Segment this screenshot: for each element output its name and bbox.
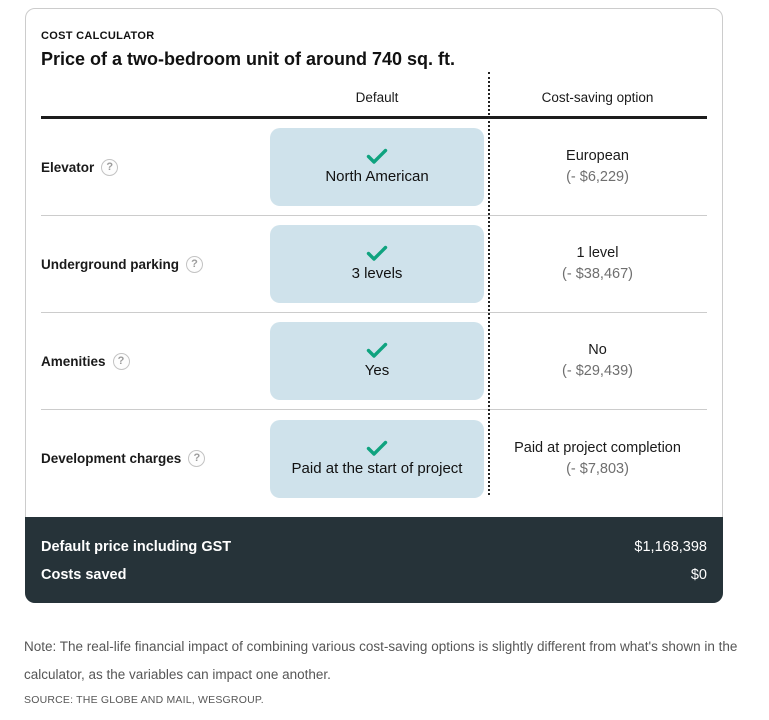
column-header-empty [41, 88, 266, 107]
summary-label: Costs saved [41, 567, 127, 583]
source-text: SOURCE: THE GLOBE AND MAIL, WESGROUP. [24, 694, 264, 706]
section-kicker: COST CALCULATOR [41, 30, 155, 42]
check-icon [365, 440, 389, 457]
column-header-cost-saving: Cost-saving option [541, 90, 654, 105]
row-label-cell [41, 256, 266, 273]
cost-saving-option-button[interactable] [488, 340, 707, 382]
card-header [26, 9, 722, 72]
table-row-development-charges [41, 410, 707, 507]
summary-bar [25, 517, 723, 603]
check-icon [365, 148, 389, 165]
cost-option-label: Paid at project completion [514, 439, 681, 456]
check-icon [365, 342, 389, 359]
summary-value: $1,168,398 [634, 539, 707, 555]
default-option-label: Paid at the start of project [291, 459, 463, 477]
default-option-button[interactable] [270, 128, 484, 206]
row-label: Underground parking [41, 256, 179, 272]
default-option-button[interactable] [270, 322, 484, 400]
column-headers [41, 72, 707, 119]
cost-saving-option-button[interactable] [488, 146, 707, 188]
cost-saving-option-button[interactable] [488, 438, 707, 480]
row-label: Development charges [41, 451, 182, 466]
help-icon[interactable]: ? [101, 159, 118, 176]
row-label-cell [41, 353, 266, 370]
table-row-elevator [41, 119, 707, 216]
default-option-label: North American [325, 168, 429, 185]
cost-option-label: 1 level [576, 245, 619, 261]
summary-row-default-price [41, 533, 707, 561]
cost-option-savings: (- $6,229) [566, 169, 629, 185]
cost-option-savings: (- $7,803) [566, 460, 629, 477]
summary-label: Default price including GST [41, 539, 232, 555]
cost-saving-option-button[interactable] [488, 243, 707, 285]
row-label: Amenities [41, 353, 106, 369]
default-option-label: Yes [364, 362, 390, 379]
row-label: Elevator [41, 159, 95, 175]
help-icon[interactable]: ? [186, 256, 203, 273]
summary-row-costs-saved [41, 561, 707, 589]
help-icon[interactable]: ? [188, 450, 205, 467]
default-option-label: 3 levels [351, 265, 403, 282]
table-row-amenities [41, 313, 707, 410]
options-table [26, 72, 722, 517]
footnote [24, 633, 738, 706]
cost-option-label: European [566, 148, 629, 164]
table-row-underground-parking [41, 216, 707, 313]
check-icon [365, 245, 389, 262]
default-option-button[interactable] [270, 420, 484, 498]
cost-calculator-card [25, 8, 723, 603]
default-option-cell [266, 128, 488, 206]
row-label-cell [41, 450, 266, 467]
cost-option-savings: (- $29,439) [562, 363, 633, 379]
cost-option-label: No [588, 342, 607, 358]
default-option-button[interactable] [270, 225, 484, 303]
default-option-cell [266, 225, 488, 303]
cost-option-savings: (- $38,467) [562, 266, 633, 282]
summary-value: $0 [690, 567, 707, 583]
default-option-cell [266, 322, 488, 400]
column-header-default: Default [355, 90, 399, 105]
page-title: Price of a two-bedroom unit of around 740 sq. ft. [41, 49, 456, 69]
help-icon[interactable]: ? [113, 353, 130, 370]
note-text: Note: The real-life financial impact of combining various cost-saving options is slightly different from what's shown in the calculator, as the variables can impact one another. [24, 639, 738, 682]
column-divider [488, 72, 490, 495]
default-option-cell [266, 420, 488, 498]
row-label-cell [41, 159, 266, 176]
